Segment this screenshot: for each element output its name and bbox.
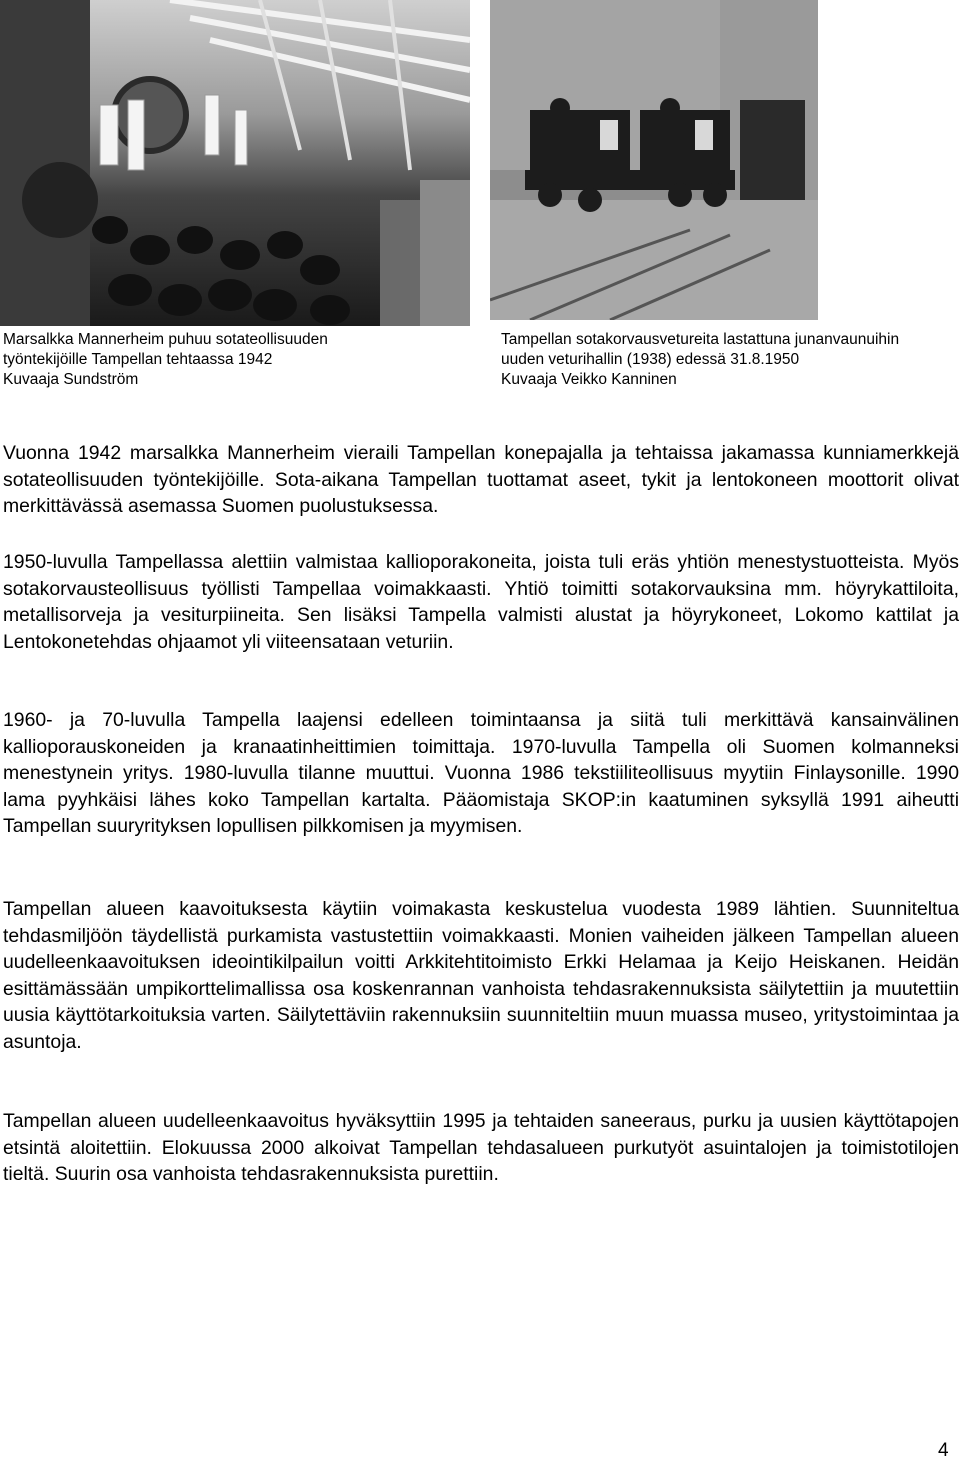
paragraph-1: Vuonna 1942 marsalkka Mannerheim vieraili Tampellan konepajalla ja tehtaissa jakamassa kunniamerkkejä sotateollisuuden työntekijöille. Sota-aikana Tampellan tuottamat aseet, tykit ja lentokoneen moottorit olivat merkittävässä asemassa Suomen puolustuksessa. — [3, 442, 959, 517]
caption-right — [501, 330, 956, 390]
caption-left — [3, 330, 473, 390]
caption-left-line: Marsalkka Mannerheim puhuu sotateollisuuden — [3, 331, 328, 348]
caption-right-line: Tampellan sotakorvausvetureita lastattuna junanvaunuihin — [501, 331, 900, 348]
caption-left-photographer: Kuvaaja Sundström — [3, 371, 139, 388]
paragraph-3: 1960- ja 70-luvulla Tampella laajensi edelleen toimintaansa ja siitä tuli merkittävä kansainvälinen kallioporauskoneiden ja kranaatinheittimien toimittaja. 1970-luvulla Tampella oli Suomen kolmanneksi menestynein yritys. 1980-luvulla tilanne muuttui. Vuonna 1986 tekstiiliteollisuus myytiin Finlaysonille. 1990 lama pyyhkäisi lähes koko Tampellan kartalta. Pääomistaja SKOP:in kaatuminen syksyllä 1991 aiheutti Tampellan suuryrityksen lopullisen pilkkomisen ja myymisen. — [3, 709, 959, 837]
caption-right-photographer: Kuvaaja Veikko Kanninen — [501, 371, 677, 388]
caption-left-line: työntekijöille Tampellan tehtaassa 1942 — [3, 351, 273, 368]
photo-mannerheim-factory — [0, 0, 470, 326]
photo-locomotives — [490, 0, 818, 320]
paragraph-5: Tampellan alueen uudelleenkaavoitus hyväksyttiin 1995 ja tehtaiden saneeraus, purku ja uusien käyttötapojen etsintä aloitettiin. Elokuussa 2000 alkoivat Tampellan tehdasalueen purkutyöt asuintalojen ja toimistotilojen tieltä. Suurin osa vanhoista tehdasrakennuksista purettiin. — [3, 1110, 959, 1185]
paragraph-4: Tampellan alueen kaavoituksesta käytiin voimakasta keskustelua vuodesta 1989 lähtien. Suunniteltua tehdasmiljöön täydellistä purkamista vastustettiin voimakkaasti. Monien vaiheiden jälkeen Tampellan alueen uudelleenkaavoituksen ideointikilpailun voitti Arkkitehtitoimisto Erkki Helamaa ja Keijo Heiskanen. Heidän esittämässään umpikorttelimallissa osa koskenrannan vanhoista tehdasrakennuksista säilytettiin ja muutettiin uusia käyttötarkoituksia varten. Säilytettäviin rakennuksiin suunniteltiin muun muassa museo, yritystoimintaa ja asuntoja. — [3, 898, 959, 1053]
paragraph-2: 1950-luvulla Tampellassa alettiin valmistaa kallioporakoneita, joista tuli eräs yhtiön menestystuotteista. Myös sotakorvausteollisuus työllisti Tampellaa voimakkaasti. Yhtiö toimitti sotakorvauksina mm. höyrykattiloita, metallisorveja ja vesiturpiineita. Sen lisäksi Tampella valmisti alustat ja höyrykoneet, Lokomo kattilat ja Lentokonetehdas ohjaamot yli viiteensataan veturiin. — [3, 551, 959, 653]
page-number: 4 — [938, 1440, 949, 1461]
caption-right-line: uuden veturihallin (1938) edessä 31.8.1950 — [501, 351, 800, 368]
